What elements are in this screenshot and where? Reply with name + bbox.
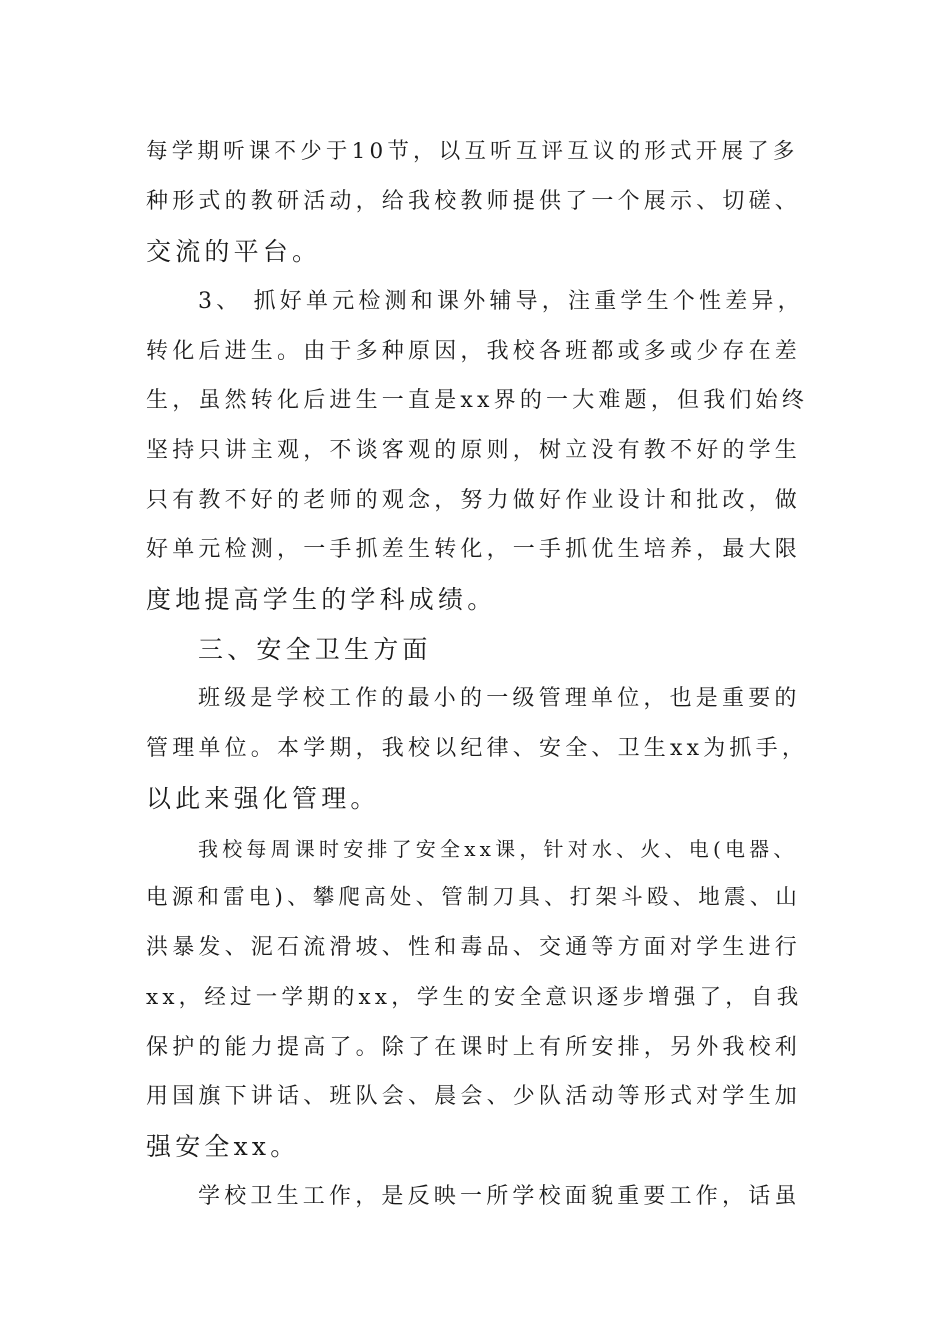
section-heading: 三、安全卫生方面 — [198, 635, 432, 664]
text-line: 3、 抓好单元检测和课外辅导，注重学生个性差异， — [198, 289, 804, 314]
text-line: 用国旗下讲话、班队会、晨会、少队活动等形式对学生加 — [146, 1084, 802, 1109]
text-line: 好单元检测，一手抓差生转化，一手抓优生培养，最大限 — [146, 537, 802, 562]
text-line: 班级是学校工作的最小的一级管理单位，也是重要的 — [198, 686, 801, 711]
text-line: xx，经过一学期的xx，学生的安全意识逐步增强了，自我 — [146, 985, 803, 1010]
text-line: 洪暴发、泥石流滑坡、性和毒品、交通等方面对学生进行 — [146, 935, 802, 960]
text-line: 学校卫生工作，是反映一所学校面貌重要工作，话虽 — [198, 1184, 801, 1209]
text-line: 强安全xx。 — [146, 1132, 300, 1161]
text-line: 度地提高学生的学科成绩。 — [146, 585, 497, 614]
text-line: 只有教不好的老师的观念，努力做好作业设计和批改，做 — [146, 488, 802, 513]
text-line: 以此来强化管理。 — [146, 784, 380, 813]
text-line: 种形式的教研活动，给我校教师提供了一个展示、切磋、 — [146, 189, 802, 214]
text-line: 坚持只讲主观，不谈客观的原则，树立没有教不好的学生 — [146, 438, 802, 463]
text-line: 每学期听课不少于10节，以互听互评互议的形式开展了多 — [146, 139, 799, 164]
text-line: 电源和雷电)、攀爬高处、管制刀具、打架斗殴、地震、山 — [146, 885, 802, 910]
text-line: 管理单位。本学期，我校以纪律、安全、卫生xx为抓手， — [146, 736, 809, 761]
text-line: 保护的能力提高了。除了在课时上有所安排，另外我校利 — [146, 1035, 802, 1060]
text-line: 交流的平台。 — [146, 237, 322, 266]
text-line: 转化后进生。由于多种原因，我校各班都或多或少存在差 — [146, 339, 802, 364]
text-line: 我校每周课时安排了安全xx课，针对水、火、电(电器、 — [198, 837, 798, 861]
text-line: 生，虽然转化后进生一直是xx界的一大难题，但我们始终 — [146, 388, 809, 413]
